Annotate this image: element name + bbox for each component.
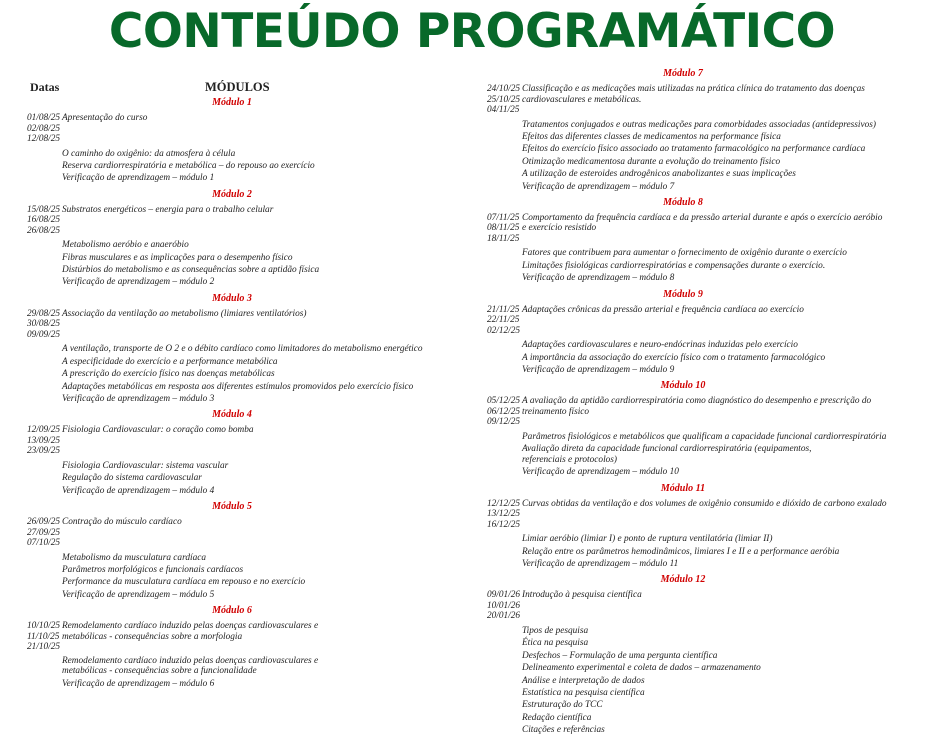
date-topic: metabólicas - consequências sobre a morfologia [62, 631, 243, 642]
topic-item: Adaptações metabólicas em resposta aos diferentes estímulos promovidos pelo exercício físico [62, 381, 414, 392]
module-heading: Módulo 4 [212, 409, 252, 421]
date-topic: Introdução à pesquisa científica [522, 590, 642, 601]
date-row [487, 84, 907, 95]
topic-item: A prescrição do exercício físico nas doenças metabólicas [62, 369, 275, 380]
date-topic: Comportamento da frequência cardíaca e da pressão arterial durante e após o exercício aeróbio [522, 212, 883, 223]
date-row [487, 95, 907, 106]
date-row [27, 446, 447, 457]
module-section [27, 604, 447, 690]
topic-list [522, 247, 907, 284]
topic-item: Desfechos – Formulação de uma pergunta científica [522, 650, 718, 661]
topic-item: Reserva cardiorrespiratória e metabólica – do repouso ao exercício [62, 160, 315, 171]
date: 01/08/25 [27, 113, 61, 123]
module-heading: Módulo 7 [663, 68, 703, 79]
topic-item: Verificação de aprendizagem – módulo 3 [62, 393, 215, 404]
date-row [27, 528, 447, 539]
module-section [27, 408, 447, 497]
date: 21/11/25 [487, 304, 520, 315]
topic-item: Relação entre os parâmetros hemodinâmicos, limiares I e II e a performance aeróbia [522, 546, 840, 557]
date-row [487, 234, 907, 245]
date-row [487, 417, 907, 428]
topic-item: Análise e interpretação de dados [522, 675, 645, 686]
module-heading: Módulo 3 [212, 292, 252, 304]
date-row [487, 105, 907, 116]
topic-list [62, 239, 447, 289]
date-row [487, 590, 907, 601]
date: 10/10/25 [27, 621, 61, 632]
date-row [487, 326, 907, 337]
topic-list [522, 625, 907, 737]
date: 08/11/25 [487, 223, 520, 234]
date: 12/09/25 [27, 425, 61, 436]
date-row [27, 113, 447, 124]
date-topic: Fisiologia Cardiovascular: o coração como bomba [62, 425, 254, 436]
topic-item: Verificação de aprendizagem – módulo 1 [62, 173, 215, 184]
topic-item: Efeitos do exercício físico associado ao tratamento farmacológico na performance cardíaca [522, 144, 866, 155]
date-row [27, 215, 447, 226]
topic-item: Fisiologia Cardiovascular: sistema vascular [62, 460, 229, 471]
topic-item: Tratamentos conjugados e outras medicações para comorbidades associadas (antidepressivos) [522, 119, 876, 130]
topic-list [62, 148, 447, 185]
topic-item: Fatores que contribuem para aumentar o fornecimento de oxigênio durante o exercício [522, 248, 847, 259]
topic-item: Limiar aeróbio (limiar I) e ponto de ruptura ventilatória (limiar II) [522, 534, 773, 545]
date: 23/09/25 [27, 446, 61, 457]
topic-item: Delineamento experimental e coleta de dados – armazenamento [522, 663, 761, 674]
date-row [487, 407, 907, 418]
date-row [487, 223, 907, 234]
module-section [487, 573, 907, 736]
topic-list [62, 343, 447, 405]
module-heading: Módulo 12 [660, 574, 706, 586]
date-topic: e exercício resistido [522, 223, 597, 234]
topic-item: Parâmetros morfológicos e funcionais cardíacos [62, 565, 244, 575]
date-topic: Classificação e as medicações mais utilizadas na prática clínica do tratamento das doenças [522, 84, 865, 94]
date: 09/09/25 [27, 329, 61, 340]
date: 10/01/26 [487, 600, 521, 611]
topic-item: Verificação de aprendizagem – módulo 7 [522, 181, 675, 192]
date-topic: Remodelamento cardíaco induzido pelas doenças cardiovasculares e [62, 621, 319, 632]
topic-item: Estatística na pesquisa científica [522, 687, 645, 698]
date: 02/08/25 [27, 123, 61, 134]
topic-item: Distúrbios do metabolismo e as consequências sobre a aptidão física [62, 265, 320, 276]
date: 02/12/25 [487, 325, 521, 336]
date: 07/11/25 [487, 212, 520, 223]
date-topic: Curvas obtidas da ventilação e dos volumes de oxigênio consumido e dióxido de carbono exalado [522, 498, 887, 509]
date-topic: Apresentação do curso [62, 113, 148, 123]
topic-list [522, 119, 907, 193]
module-section [27, 500, 447, 601]
date: 05/12/25 [487, 396, 521, 407]
topic-item: Verificação de aprendizagem – módulo 6 [62, 678, 215, 689]
topic-item: Remodelamento cardíaco induzido pelas doenças cardiovasculares e metabólicas - consequências sobre a funcionalidade [62, 655, 319, 677]
topic-item: A ventilação, transporte de O 2 e o débito cardíaco como limitadores do metabolismo energético [62, 344, 423, 355]
date-topic: Contração do músculo cardíaco [62, 517, 182, 528]
date: 27/09/25 [27, 527, 61, 538]
date: 13/12/25 [487, 509, 521, 520]
date: 12/12/25 [487, 498, 521, 509]
date-row [27, 517, 447, 528]
date: 20/01/26 [487, 611, 521, 622]
date: 06/12/25 [487, 406, 521, 417]
topic-item: A especificidade do exercício e a performance metabólica [62, 356, 278, 367]
date: 09/12/25 [487, 417, 521, 428]
date-row [487, 213, 907, 224]
topic-item: Estruturação do TCC [522, 700, 603, 711]
date-row [487, 520, 907, 531]
topic-item: Performance da musculatura cardíaca em repouso e no exercício [62, 577, 306, 588]
date-row [27, 134, 447, 145]
date-row [487, 499, 907, 510]
date-row [27, 309, 447, 320]
topic-item: Verificação de aprendizagem – módulo 11 [522, 559, 679, 569]
topic-item: Verificação de aprendizagem – módulo 9 [522, 364, 675, 375]
date-row [27, 436, 447, 447]
date: 04/11/25 [487, 105, 520, 115]
date: 30/08/25 [27, 319, 61, 330]
date-row [487, 315, 907, 326]
date: 18/11/25 [487, 233, 520, 244]
date-row [487, 509, 907, 520]
module-section [487, 67, 907, 193]
topic-item: Limitações fisiológicas cardiorrespiratórias e compensações durante o exercício. [522, 260, 826, 271]
date-row [27, 632, 447, 643]
date-topic: treinamento físico [522, 406, 590, 417]
date: 24/10/25 [487, 84, 521, 94]
topic-list [522, 431, 907, 479]
dates-header: Datas [30, 80, 60, 94]
date-row [27, 538, 447, 549]
module-section [487, 288, 907, 377]
topic-item: Verificação de aprendizagem – módulo 8 [522, 273, 675, 284]
date: 22/11/25 [487, 315, 520, 326]
date-topic: Adaptações crônicas da pressão arterial e frequência cardíaca ao exercício [522, 304, 804, 315]
topic-item: Metabolismo aeróbio e anaeróbio [62, 240, 189, 251]
module-section [27, 96, 447, 185]
topic-list [62, 460, 447, 497]
module-section [27, 292, 447, 406]
topic-list [522, 533, 907, 570]
date-row [27, 319, 447, 330]
topic-list [522, 339, 907, 376]
left-column [27, 78, 447, 693]
topic-item: A importância da associação do exercício físico com o tratamento farmacológico [522, 352, 826, 363]
module-heading: Módulo 1 [212, 97, 252, 108]
topic-item: Tipos de pesquisa [522, 625, 589, 636]
module-section [487, 379, 907, 478]
topic-item: Adaptações cardiovasculares e neuro-endócrinas induzidas pelo exercício [522, 340, 798, 351]
module-heading: Módulo 9 [663, 288, 703, 300]
date-row [487, 396, 907, 407]
topic-item: Verificação de aprendizagem – módulo 4 [62, 485, 215, 496]
module-section [487, 196, 907, 285]
module-heading: Módulo 6 [212, 605, 252, 617]
date-row [487, 611, 907, 622]
topic-item: Redação científica [522, 712, 592, 723]
topic-item: Verificação de aprendizagem – módulo 2 [62, 277, 215, 288]
module-heading: Módulo 8 [663, 196, 703, 208]
topic-item: A utilização de esteroides androgênicos anabolizantes e suas implicações [522, 169, 796, 180]
topic-item: Parâmetros fisiológicos e metabólicos que qualificam a capacidade funcional cardiorrespiratória [522, 431, 887, 442]
topic-item: Efeitos das diferentes classes de medicamentos na performance física [522, 131, 781, 142]
date-topic: Substratos energéticos – energia para o trabalho celular [62, 204, 274, 215]
date-row [27, 124, 447, 135]
date: 11/10/25 [27, 631, 60, 642]
module-heading: Módulo 2 [212, 188, 252, 200]
date-row [27, 205, 447, 216]
date-topic: Associação da ventilação ao metabolismo (limiares ventilatórios) [62, 308, 307, 319]
date-row [27, 621, 447, 632]
topic-item: Avaliação direta da capacidade funcional cardiorrespiratória (equipamentos, referenciais e protocolos) [522, 444, 812, 465]
topic-item: O caminho do oxigênio: da atmosfera à célula [62, 148, 236, 159]
date: 29/08/25 [27, 308, 61, 319]
topic-item: Ética na pesquisa [522, 638, 589, 649]
date: 26/09/25 [27, 517, 61, 528]
date-row [487, 305, 907, 316]
date: 15/08/25 [27, 204, 61, 215]
topic-item: Otimização medicamentosa durante a evolução do treinamento físico [522, 156, 781, 167]
table-header [27, 78, 447, 96]
topic-item: Regulação do sistema cardiovascular [62, 473, 202, 484]
topic-item: Verificação de aprendizagem – módulo 10 [522, 467, 679, 478]
module-heading: Módulo 10 [660, 380, 706, 392]
date-topic: cardiovasculares e metabólicas. [522, 94, 642, 105]
module-heading: Módulo 11 [660, 482, 706, 494]
date: 12/08/25 [27, 134, 61, 144]
date: 07/10/25 [27, 538, 61, 549]
topic-item: Citações e referências [522, 725, 605, 736]
module-heading: Módulo 5 [212, 501, 252, 513]
module-section [487, 482, 907, 571]
date: 16/12/25 [487, 519, 521, 530]
topic-item: Fibras musculares e as implicações para o desempenho físico [62, 252, 293, 263]
date: 25/10/25 [487, 94, 521, 105]
date-topic: A avaliação da aptidão cardiorrespiratória como diagnóstico do desempenho e prescrição do [522, 396, 872, 407]
date: 13/09/25 [27, 435, 61, 446]
topic-list [62, 656, 447, 690]
right-column [487, 67, 907, 740]
date: 16/08/25 [27, 215, 61, 226]
page-title: CONTEÚDO PROGRAMÁTICO [108, 4, 836, 59]
modules-header: MÓDULOS [205, 80, 270, 94]
date: 21/10/25 [27, 642, 61, 653]
date-row [27, 642, 447, 653]
date-row [27, 330, 447, 341]
date-row [27, 425, 447, 436]
date-row [27, 226, 447, 237]
topic-list [62, 552, 447, 602]
date-row [487, 601, 907, 612]
topic-item: Metabolismo da musculatura cardíaca [62, 552, 207, 563]
module-section [27, 188, 447, 289]
date: 26/08/25 [27, 225, 61, 236]
date: 09/01/26 [487, 590, 521, 601]
topic-item: Verificação de aprendizagem – módulo 5 [62, 589, 215, 600]
